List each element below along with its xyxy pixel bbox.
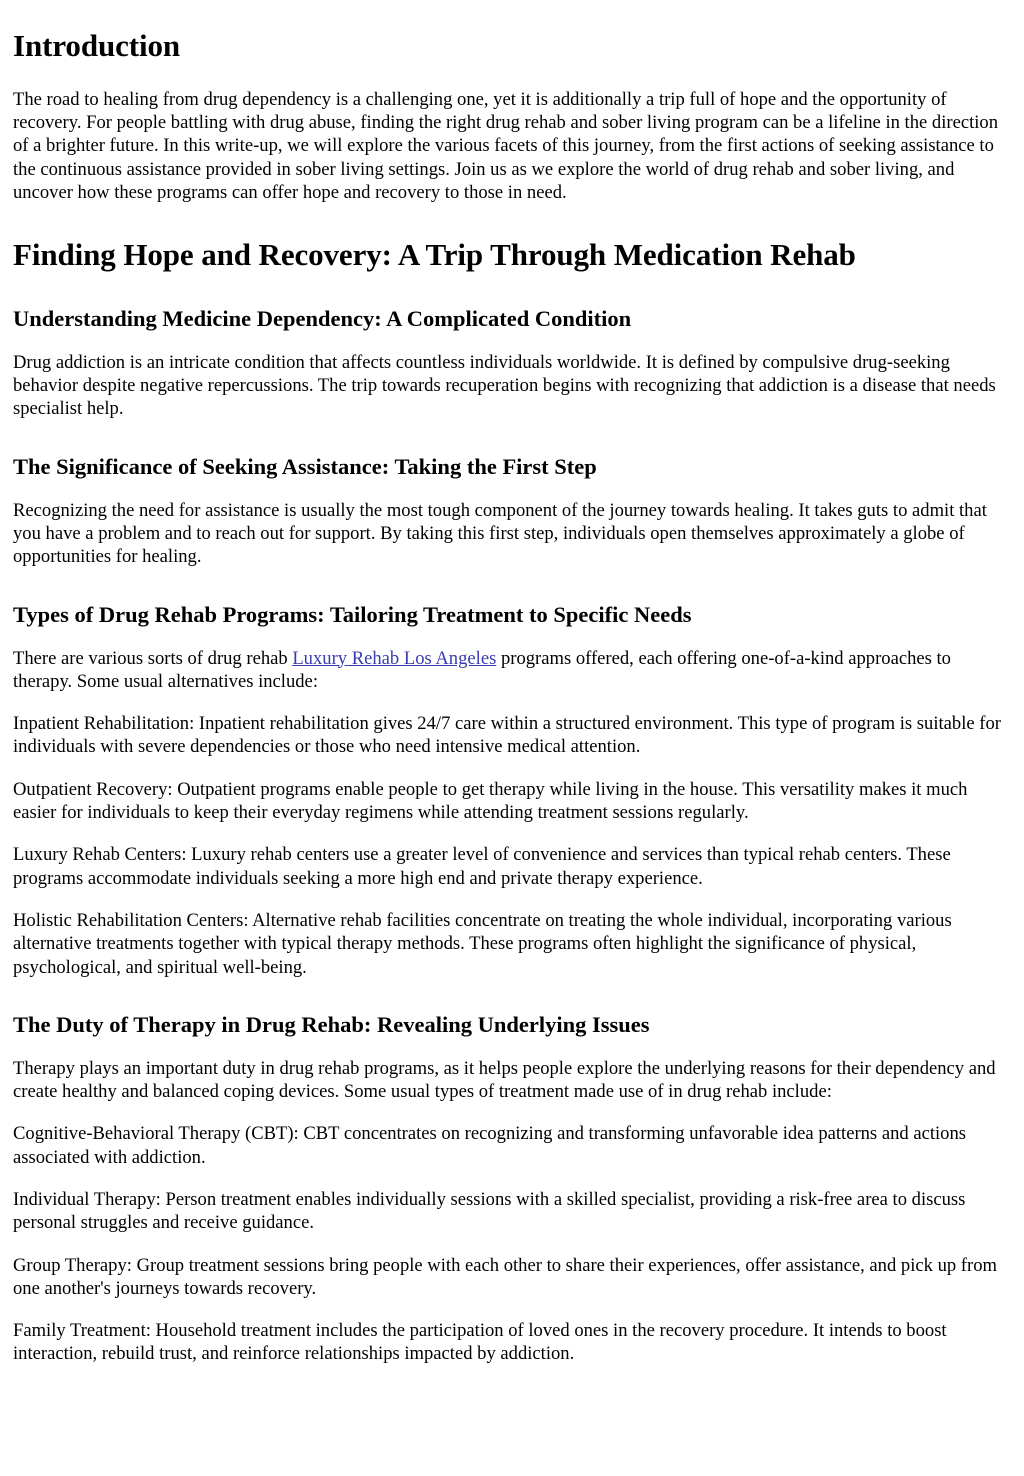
heading-duty-of-therapy-in-drug-rehab: The Duty of Therapy in Drug Rehab: Revealing Underlying Issues — [13, 1011, 650, 1037]
paragraph-luxury-rehab-centers: Luxury Rehab Centers: Luxury rehab centers use a greater level of convenience and services than typical rehab centers. These programs accommodate individuals seeking a more high end and private therapy experience. — [13, 844, 951, 889]
paragraph-text-after-link: programs offered, each offering one-of-a-kind approaches to therapy. Some usual alternatives include: — [13, 647, 951, 692]
document-body — [0, 28, 1024, 1366]
paragraph-various-sorts-with-link — [13, 647, 1011, 694]
heading-types-of-drug-rehab-programs: Types of Drug Rehab Programs: Tailoring Treatment to Specific Needs — [13, 601, 692, 627]
paragraph-therapy-plays-important-duty: Therapy plays an important duty in drug rehab programs, as it helps people explore the underlying reasons for their dependency and create healthy and balanced coping devices. Some usual types of treatment made use of in drug rehab include: — [13, 1057, 996, 1103]
heading-significance-of-seeking-assistance: The Significance of Seeking Assistance: Taking the First Step — [13, 453, 597, 479]
paragraph-introduction: The road to healing from drug dependency is a challenging one, yet it is additionally a trip full of hope and the opportunity of recovery. For people battling with drug abuse, finding the right drug rehab and sober living program can be a lifeline in the direction of a brighter future. In this write-up, we will explore the various facets of this journey, from the first actions of seeking assistance to the continuous assistance provided in sober living settings. Join us as we explore the world of drug rehab and sober living, and uncover how these programs can offer hope and recovery to those in need. — [13, 88, 999, 203]
paragraph-individual-therapy: Individual Therapy: Person treatment enables individually sessions with a skilled specialist, providing a risk-free area to discuss personal struggles and receive guidance. — [13, 1189, 966, 1234]
paragraph-inpatient-rehabilitation: Inpatient Rehabilitation: Inpatient rehabilitation gives 24/7 care within a structured environment. This type of program is suitable for individuals with severe dependencies or those who need intensive medical attention. — [13, 713, 1001, 758]
paragraph-recognizing-need: Recognizing the need for assistance is usually the most tough component of the journey towards healing. It takes guts to admit that you have a problem and to reach out for support. By taking this first step, individuals open themselves approximately a globe of opportunities for healing. — [13, 499, 987, 568]
paragraph-text-before-link: There are various sorts of drug rehab — [13, 647, 293, 669]
paragraph-outpatient-recovery: Outpatient Recovery: Outpatient programs enable people to get therapy while living in the house. This versatility makes it much easier for individuals to keep their everyday regimens while attending treatment sessions regularly. — [13, 778, 968, 824]
heading-understanding-medicine-dependency: Understanding Medicine Dependency: A Complicated Condition — [13, 305, 632, 331]
paragraph-cognitive-behavioral-therapy: Cognitive-Behavioral Therapy (CBT): CBT concentrates on recognizing and transforming unfavorable idea patterns and actions associated with addiction. — [13, 1123, 966, 1168]
paragraph-family-treatment: Family Treatment: Household treatment includes the participation of loved ones in the recovery procedure. It intends to boost interaction, rebuild trust, and reinforce relationships impacted by addiction. — [13, 1320, 947, 1365]
paragraph-group-therapy: Group Therapy: Group treatment sessions bring people with each other to share their experiences, offer assistance, and pick up from one another's journeys towards recovery. — [13, 1254, 997, 1299]
heading-introduction: Introduction — [13, 28, 181, 63]
luxury-rehab-los-angeles-link[interactable]: Luxury Rehab Los Angeles — [292, 647, 497, 669]
paragraph-drug-addiction: Drug addiction is an intricate condition that affects countless individuals worldwide. It is defined by compulsive drug-seeking behavior despite negative repercussions. The trip towards recuperation begins with recognizing that addiction is a disease that needs specialist help. — [13, 351, 996, 420]
paragraph-holistic-rehabilitation-centers: Holistic Rehabilitation Centers: Alternative rehab facilities concentrate on treating the whole individual, incorporating various alternative treatments together with typical therapy methods. These programs often highlight the significance of physical, psychological, and spiritual well-being. — [13, 909, 952, 978]
heading-finding-hope-and-recovery: Finding Hope and Recovery: A Trip Through Medication Rehab — [13, 237, 856, 273]
